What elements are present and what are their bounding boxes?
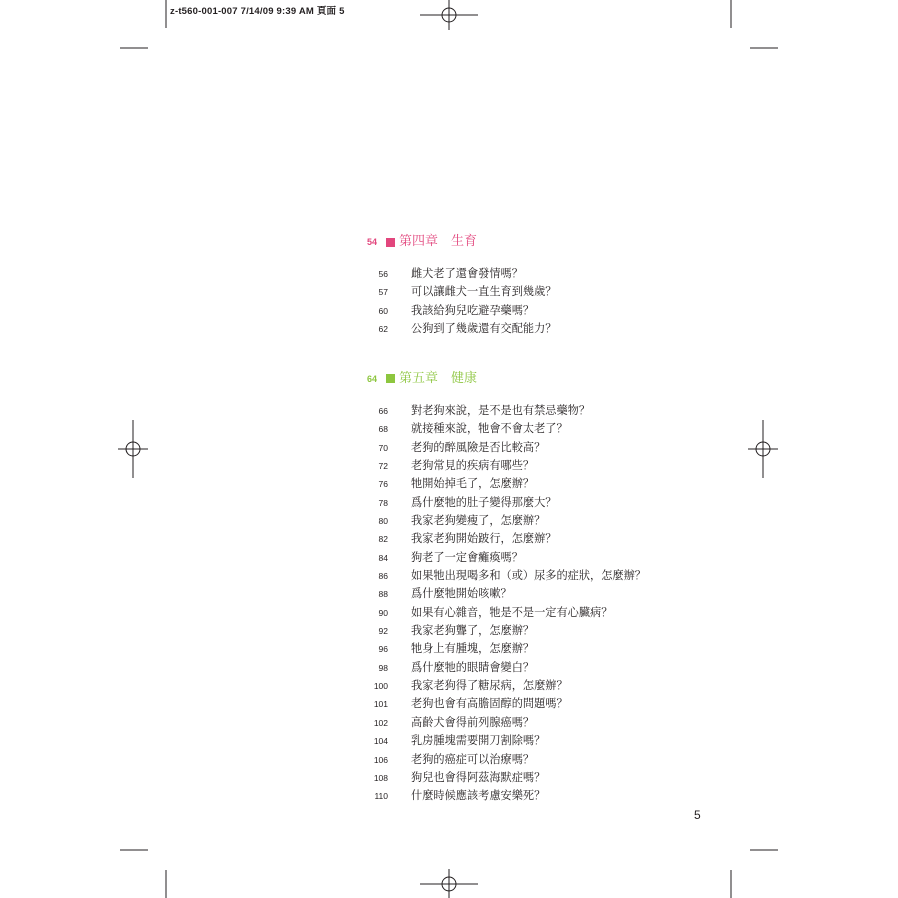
toc-entry [340, 402, 700, 420]
entry-page-number: 104 [373, 736, 388, 747]
entry-title: 什麼時候應該考慮安樂死？ [411, 789, 546, 803]
entry-title: 老狗的癌症可以治療嗎？ [411, 752, 535, 766]
entry-page-number: 98 [378, 662, 388, 673]
toc-entry [340, 283, 700, 301]
toc-entry [340, 695, 700, 713]
entry-page-number: 66 [378, 405, 388, 416]
entry-page-number: 72 [378, 461, 388, 471]
chapter-section [340, 233, 700, 338]
toc-entry [340, 475, 700, 493]
entry-page-number: 62 [378, 324, 388, 335]
entry-title: 老狗的醉風險是否比較高？ [411, 440, 546, 454]
entry-page-number: 101 [373, 699, 388, 710]
chapter-page-number: 64 [366, 373, 377, 384]
entry-title: 牠開始掉毛了，怎麼辦？ [411, 477, 535, 491]
toc-entry [340, 512, 700, 530]
entry-title: 狗兒也會得阿茲海默症嗎？ [411, 770, 546, 784]
toc-entry [340, 457, 700, 475]
chapter-title: 第四章 生育 [399, 234, 478, 249]
entry-title: 我該給狗兒吃避孕藥嗎？ [411, 303, 535, 317]
entry-page-number: 68 [378, 424, 388, 435]
chapter-page-number: 54 [366, 237, 377, 247]
toc-entry [340, 622, 700, 640]
toc-entry [340, 604, 700, 622]
entry-title: 高齡犬會得前列腺癌嗎？ [411, 715, 535, 729]
entry-title: 狗老了一定會癱瘓嗎？ [411, 550, 523, 564]
entry-page-number: 70 [378, 442, 388, 453]
entry-title: 如果有心雜音，牠是不是一定有心臟病？ [411, 605, 613, 619]
entry-page-number: 110 [374, 791, 388, 802]
entry-title: 我家老狗得了糖尿病，怎麼辦？ [411, 679, 568, 693]
toc-entry [340, 265, 700, 283]
entry-title: 爲什麼牠開始咳嗽？ [411, 587, 512, 601]
entry-title: 公狗到了幾歲還有交配能力？ [411, 322, 557, 336]
toc-entry [340, 549, 700, 567]
entry-title: 我家老狗聾了，怎麼辦？ [411, 624, 535, 638]
toc-entry [340, 320, 700, 338]
table-of-contents [340, 233, 700, 837]
toc-entry [340, 659, 700, 677]
entry-title: 對老狗來說，是不是也有禁忌藥物？ [411, 403, 591, 417]
registration-mark-top [420, 0, 478, 30]
toc-entry [340, 420, 700, 438]
entry-page-number: 60 [378, 305, 388, 316]
chapter-heading [340, 233, 700, 251]
toc-entry [340, 494, 700, 512]
entry-page-number: 57 [378, 287, 388, 298]
entry-page-number: 84 [378, 552, 388, 563]
entry-title: 我家老狗開始跛行，怎麼辦？ [411, 532, 557, 546]
entry-page-number: 86 [378, 571, 388, 582]
toc-entry [340, 677, 700, 695]
entry-title: 牠身上有腫塊，怎麼辦？ [411, 642, 535, 656]
entry-page-number: 108 [373, 772, 388, 783]
toc-entry [340, 732, 700, 750]
toc-entry [340, 787, 700, 805]
chapter-title: 第五章 健康 [399, 370, 478, 386]
registration-mark-bottom [420, 869, 478, 898]
print-slug: z-t560-001-007 7/14/09 9:39 AM 頁面 5 [170, 6, 345, 17]
entry-title: 爲什麼牠的眼睛會變白？ [411, 660, 535, 674]
entry-title: 雌犬老了還會發情嗎？ [411, 267, 523, 280]
entry-title: 如果牠出現喝多和（或）尿多的症狀，怎麼辦？ [411, 569, 646, 583]
chapter-square-icon [386, 374, 395, 383]
entry-page-number: 92 [378, 626, 388, 637]
entry-title: 可以讓雌犬一直生育到幾歲？ [411, 285, 557, 299]
toc-entry [340, 302, 700, 320]
page-number: 5 [694, 808, 701, 822]
entry-title: 就接種來說，牠會不會太老了？ [411, 422, 568, 436]
entry-title: 老狗常見的疾病有哪些？ [411, 459, 535, 472]
entry-page-number: 100 [373, 681, 388, 692]
toc-entry [340, 439, 700, 457]
registration-mark-right [748, 420, 778, 478]
toc-entry [340, 585, 700, 603]
entry-title: 老狗也會有高膽固醇的問題嗎？ [411, 697, 568, 711]
chapter-square-icon [386, 238, 395, 247]
toc-entry [340, 751, 700, 769]
entry-page-number: 78 [378, 497, 388, 508]
registration-mark-left [118, 420, 148, 478]
entry-page-number: 80 [378, 516, 388, 527]
toc-entry [340, 640, 700, 658]
toc-entry [340, 530, 700, 548]
chapter-section [340, 370, 700, 806]
entry-page-number: 56 [378, 269, 388, 279]
chapter-heading [340, 370, 700, 388]
entry-page-number: 82 [378, 534, 388, 545]
entry-page-number: 106 [373, 754, 388, 765]
toc-entry [340, 714, 700, 732]
entry-page-number: 96 [378, 644, 388, 655]
entry-title: 我家老狗變瘦了，怎麼辦？ [411, 514, 546, 528]
toc-entry [340, 567, 700, 585]
entry-page-number: 76 [378, 479, 388, 490]
entry-page-number: 90 [378, 607, 388, 618]
toc-entry [340, 769, 700, 787]
entry-page-number: 88 [378, 589, 388, 600]
entry-title: 乳房腫塊需要開刀割除嗎？ [411, 734, 546, 748]
entry-page-number: 102 [373, 717, 388, 728]
entry-title: 爲什麼牠的肚子變得那麼大？ [411, 495, 557, 509]
